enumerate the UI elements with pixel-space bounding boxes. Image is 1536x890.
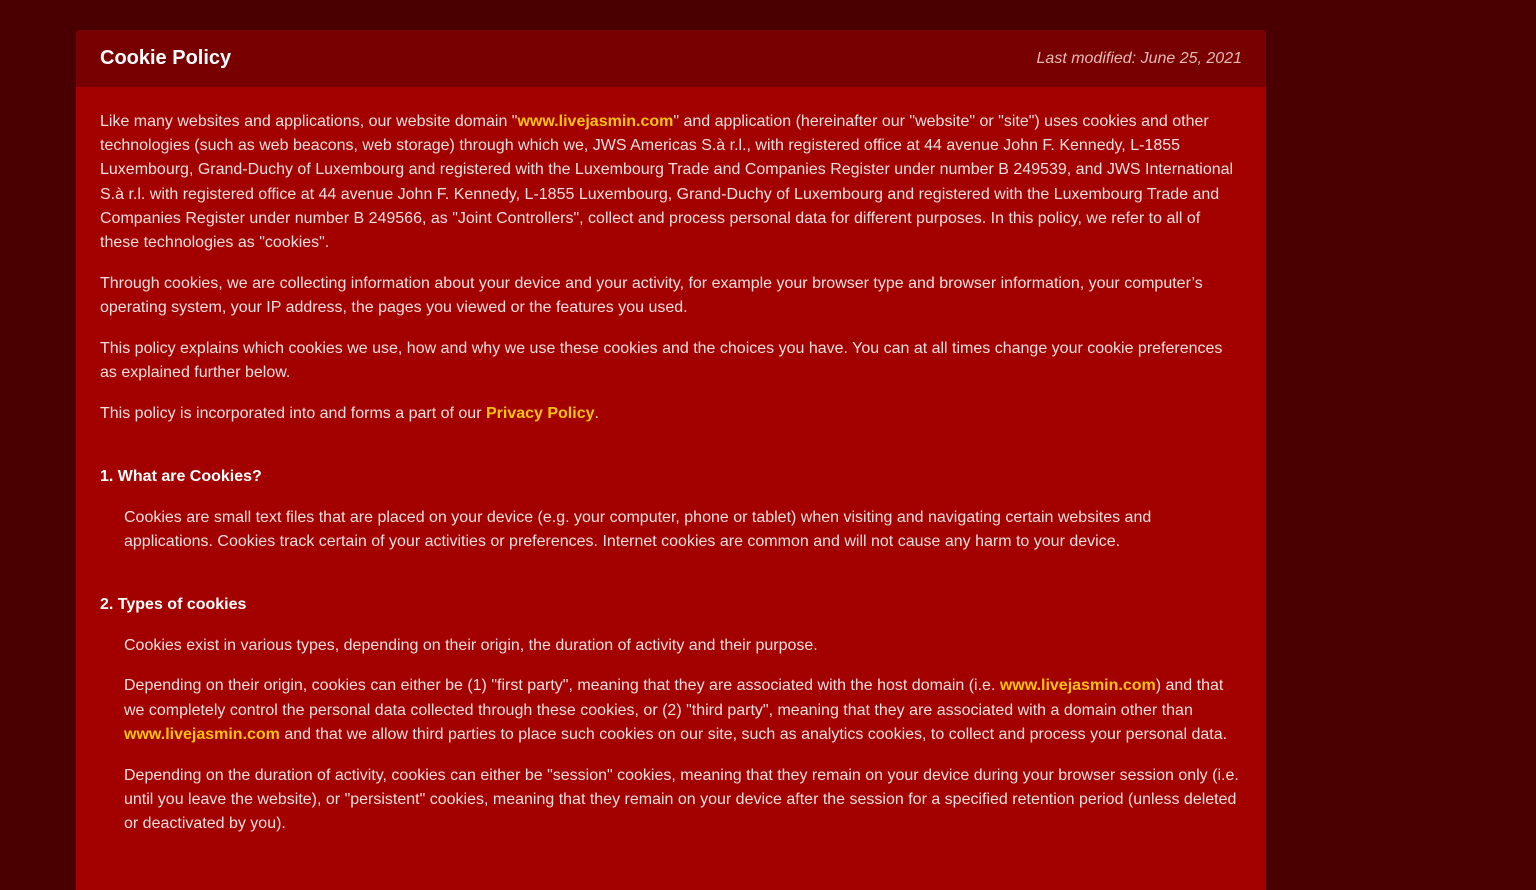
intro-paragraph-1 [100, 110, 1242, 255]
section1-paragraph-1: Cookies are small text files that are placed on your device (e.g. your computer, phone or tablet) when visiting and navigating certain websites and applications. Cookies track certain of your activities or preferences. Internet cookies are common and will not cause any harm to your device. [124, 508, 1152, 550]
section2-paragraph-2 [124, 674, 1242, 747]
section-heading-types-of-cookies: 2. Types of cookies [100, 596, 247, 614]
intro-text-1a: Like many websites and applications, our website domain " [100, 113, 518, 130]
section-types-of-cookies [100, 634, 1242, 837]
livejasmin-link[interactable]: www.livejasmin.com [124, 725, 280, 743]
page-title: Cookie Policy [100, 47, 232, 69]
intro-text-4b: . [594, 404, 599, 422]
intro-paragraph-4 [100, 402, 1242, 426]
last-modified-date: Last modified: June 25, 2021 [1036, 49, 1242, 67]
intro-text-1b: " and application (hereinafter our "website" or "site") uses cookies and other technologies (such as web beacons, web storage) through which we, JWS Americas S.à r.l., with registered office at 44 avenue John F. Kennedy, L-1855 Luxembourg, Grand-Duchy of Luxembourg and registered with the Luxembourg Trade and Companies Register under number B 249539, and JWS International S.à r.l. with registered office at 44 avenue John F. Kennedy, L-1855 Luxembourg, Grand-Duchy of Luxembourg and registered with the Luxembourg Trade and Companies Register under number B 249566, as "Joint Controllers", collect and process personal data for different purposes. In this policy, we refer to all of these technologies as "cookies". [100, 113, 1234, 252]
section2-text-2b: ) and that we completely control the personal data collected through these cookies, or (2) "third party", meaning that they are associated with a domain other than [124, 677, 1224, 719]
section2-paragraph-1: Cookies exist in various types, depending on their origin, the duration of activity and their purpose. [124, 636, 818, 654]
cookie-policy-card [76, 30, 1266, 890]
policy-body [76, 87, 1266, 836]
section2-paragraph-3: Depending on the duration of activity, cookies can either be "session" cookies, meaning that they remain on your device during your browser session only (i.e. until you leave the website), or "persistent" cookies, meaning that they remain on your device after the session for a specified retention period (unless deleted or deactivated by you). [124, 766, 1239, 833]
intro-text-4a: This policy is incorporated into and forms a part of our [100, 404, 486, 422]
livejasmin-link[interactable]: www.livejasmin.com [999, 677, 1156, 695]
intro-paragraph-3: This policy explains which cookies we use, how and why we use these cookies and the choices you have. You can at all times change your cookie preferences as explained further below. [100, 339, 1223, 382]
intro-paragraph-2: Through cookies, we are collecting information about your device and your activity, for example your browser type and browser information, your computer’s operating system, your IP address, the pages you viewed or the features you used. [100, 274, 1203, 317]
section-heading-what-are-cookies: 1. What are Cookies? [100, 468, 262, 486]
section2-text-2c: and that we allow third parties to place such cookies on our site, such as analytics cookies, to collect and process your personal data. [279, 725, 1228, 743]
livejasmin-link[interactable]: www.livejasmin.com [517, 113, 674, 130]
privacy-policy-link[interactable]: Privacy Policy [485, 404, 595, 422]
section2-text-2a: Depending on their origin, cookies can either be (1) "first party", meaning that they are associated with the host domain (i.e. [124, 677, 1000, 695]
card-header [76, 30, 1266, 87]
section-what-are-cookies [100, 506, 1242, 554]
